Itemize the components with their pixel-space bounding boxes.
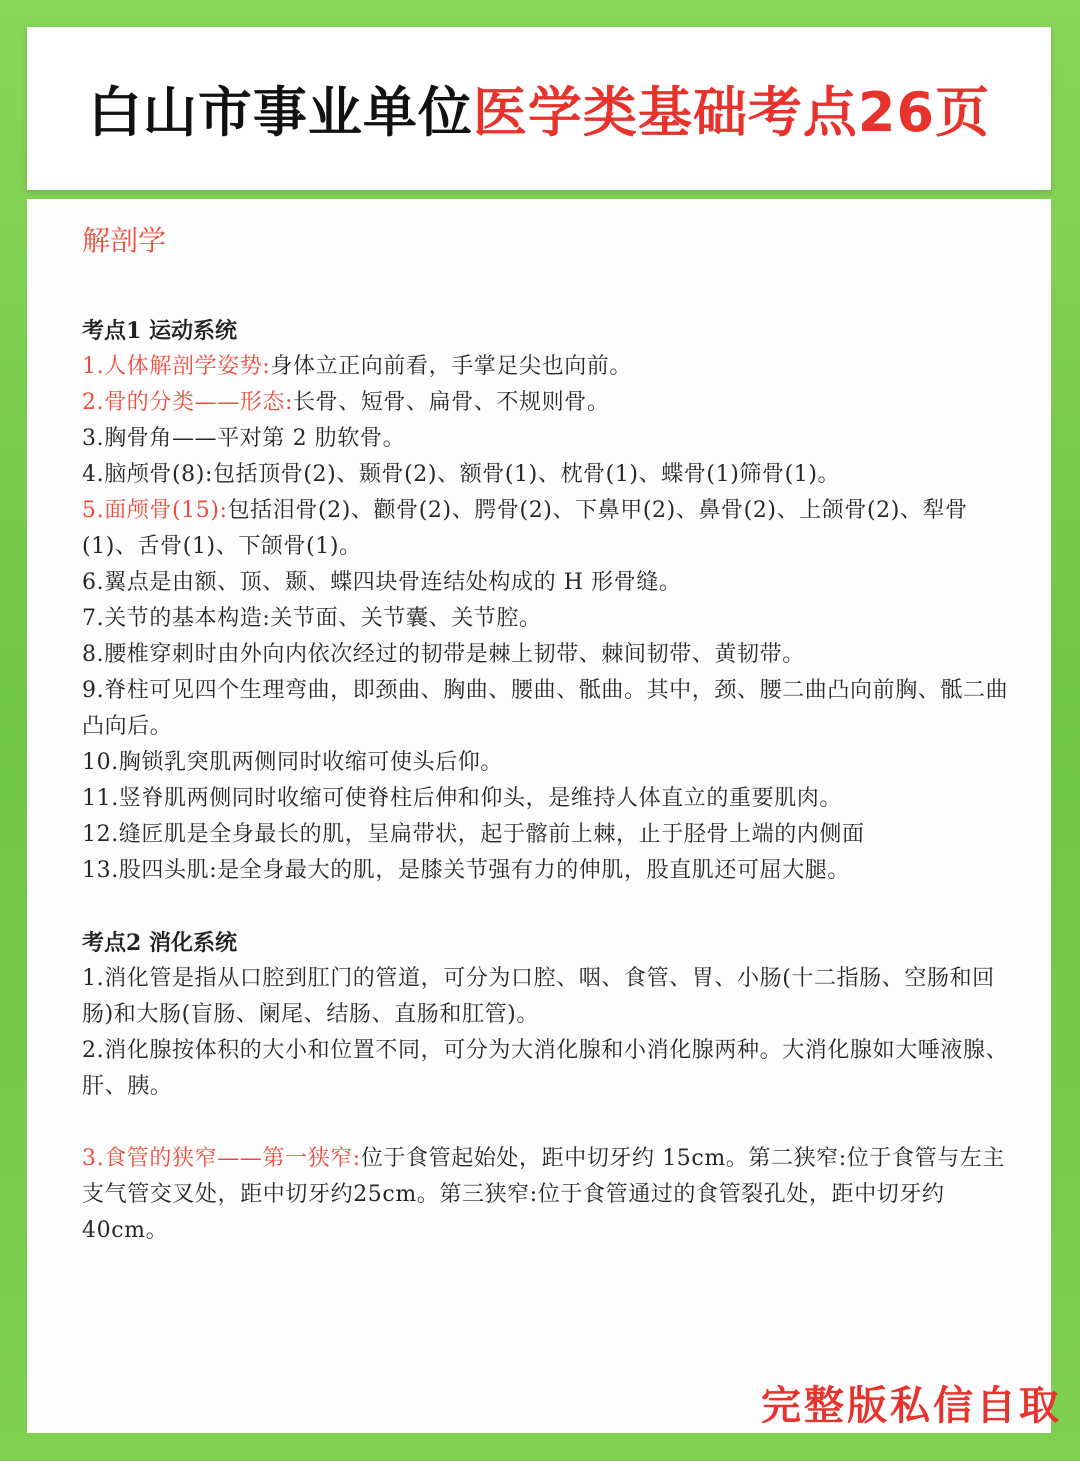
title-prefix: 白山市事业单位: [87, 81, 473, 144]
item-text: 2.消化腺按体积的大小和位置不同，可分为大消化腺和小消化腺两种。大消化腺如大唾液腺、肝、胰。: [82, 1038, 1009, 1099]
list-item: [82, 1033, 1021, 1105]
item-text: 4.脑颅骨(8):包括顶骨(2)、颞骨(2)、额骨(1)、枕骨(1)、蝶骨(1)筛骨(1)。: [82, 462, 841, 487]
topic-1-list: [82, 349, 1021, 889]
item-text: 包括泪骨(2)、颧骨(2)、腭骨(2)、下鼻甲(2)、鼻骨(2)、上颌骨(2)、犁骨(1)、舌骨(1)、下颌骨(1)。: [82, 498, 968, 559]
item-highlight: 5.面颅骨(15):: [82, 498, 228, 523]
topic-2-list: [82, 961, 1021, 1105]
item-text: 7.关节的基本构造:关节面、关节囊、关节腔。: [82, 606, 542, 631]
list-item: [82, 817, 1021, 853]
list-item: [82, 349, 1021, 385]
spacer: [82, 889, 1021, 925]
item-text: 长骨、短骨、扁骨、不规则骨。: [293, 390, 610, 415]
item-text: 身体立正向前看，手掌足尖也向前。: [270, 354, 633, 379]
list-item: [82, 385, 1021, 421]
item-highlight: 2.骨的分类——形态:: [82, 390, 294, 415]
list-item: [82, 1141, 1021, 1249]
list-item: [82, 853, 1021, 889]
item-text: 13.股四头肌:是全身最大的肌，是膝关节强有力的伸肌，股直肌还可屈大腿。: [82, 858, 851, 883]
spacer: [82, 1105, 1021, 1141]
list-item: [82, 493, 1021, 565]
list-item: [82, 601, 1021, 637]
page-title: [88, 70, 990, 147]
topic-heading-1: 考点1 运动系统: [82, 318, 237, 344]
list-item: [82, 673, 1021, 745]
promo-text: 完整版私信自取: [761, 1382, 1062, 1429]
item-highlight: 3.食管的狭窄——第一狭窄:: [82, 1146, 361, 1171]
list-item: [82, 781, 1021, 817]
title-highlight: 医学类基础考点26页: [472, 81, 991, 144]
item-highlight: 1.人体解剖学姿势:: [82, 354, 271, 379]
list-item: [82, 565, 1021, 601]
item-text: 1.消化管是指从口腔到肛门的管道，可分为口腔、咽、食管、胃、小肠(十二指肠、空肠和回肠)和大肠(盲肠、阑尾、结肠、直肠和肛管)。: [82, 966, 995, 1027]
title-banner: [27, 27, 1051, 190]
list-item: [82, 421, 1021, 457]
item-text: 10.胸锁乳突肌两侧同时收缩可使头后仰。: [82, 750, 503, 775]
item-text: 3.胸骨角——平对第 2 肋软骨。: [82, 426, 406, 451]
document-page: [27, 199, 1051, 1433]
item-text: 11.竖脊肌两侧同时收缩可使脊柱后伸和仰头，是维持人体直立的重要肌肉。: [82, 786, 842, 811]
item-text: 9.脊柱可见四个生理弯曲，即颈曲、胸曲、腰曲、骶曲。其中，颈、腰二曲凸向前胸、骶二曲凸向后。: [82, 678, 1009, 739]
section-title: 解剖学: [82, 224, 167, 257]
item-text: 6.翼点是由额、顶、颞、蝶四块骨连结处构成的 H 形骨缝。: [82, 570, 682, 595]
item-text: 位于食管起始处，距中切牙约 15cm。第二狭窄:位于食管与左主支气管交叉处，距中切牙约25cm。第三狭窄:位于食管通过的食管裂孔处，距中切牙约 40cm。: [82, 1146, 1005, 1243]
topic-2-extra-list: [82, 1141, 1021, 1249]
list-item: [82, 637, 1021, 673]
topic-heading-2: 考点2 消化系统: [82, 930, 237, 956]
list-item: [82, 457, 1021, 493]
list-item: [82, 961, 1021, 1033]
item-text: 8.腰椎穿刺时由外向内依次经过的韧带是棘上韧带、棘间韧带、黄韧带。: [82, 642, 805, 667]
list-item: [82, 745, 1021, 781]
item-text: 12.缝匠肌是全身最长的肌，呈扁带状，起于髂前上棘，止于胫骨上端的内侧面: [82, 822, 865, 847]
